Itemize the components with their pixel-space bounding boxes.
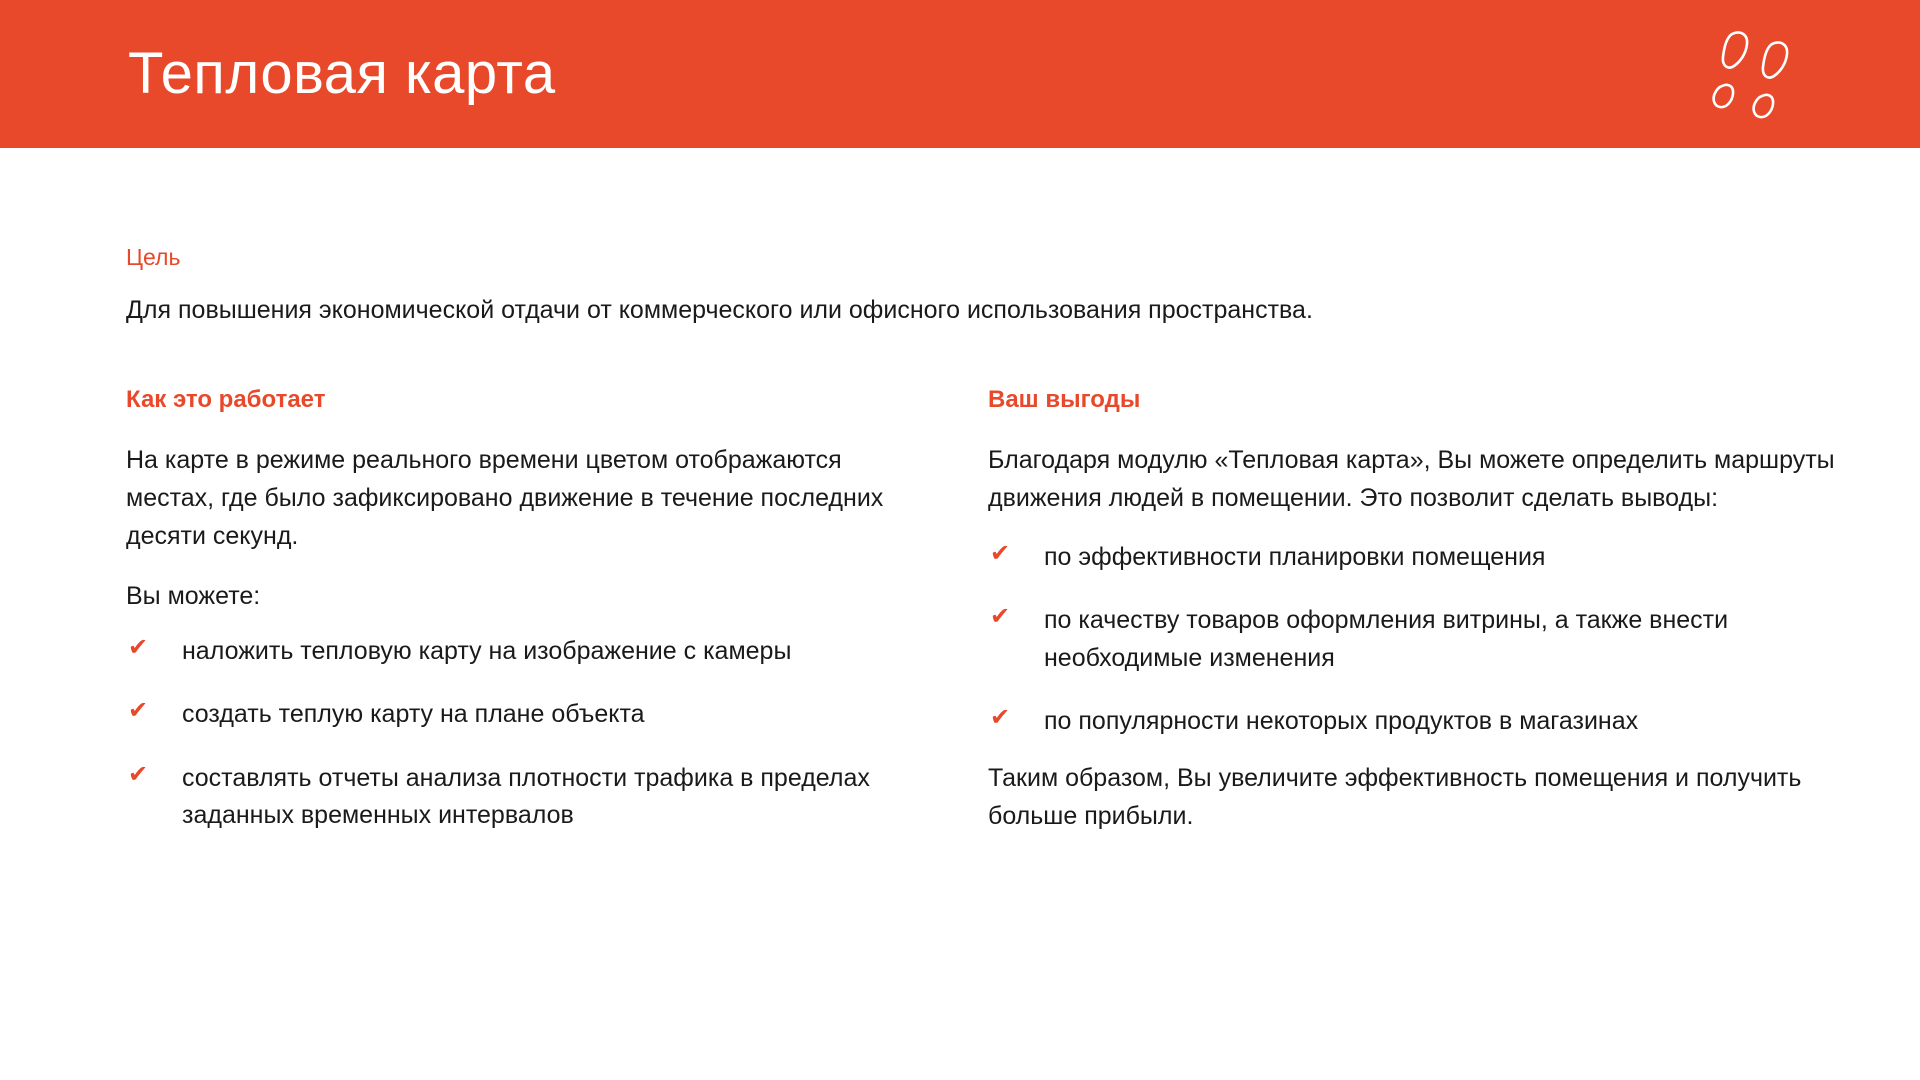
check-icon: ✔ [990,539,1011,567]
column-outro-right: Таким образом, Вы увеличите эффективность помещения и получить больше прибыли. [988,763,1802,830]
page-title: Тепловая карта [128,41,556,106]
goal-block [126,244,1786,327]
goal-label: Цель [126,244,181,270]
check-list-right [988,539,1868,741]
check-icon: ✔ [128,633,149,661]
column-title-left: Как это работает [126,386,326,413]
list-item [126,696,916,734]
column-your-benefits [988,386,1868,857]
footprints-icon [1710,26,1802,122]
list-item-label: по популярности некоторых продуктов в магазинах [1044,707,1639,736]
slide-content [0,148,1920,1080]
list-item [126,760,916,835]
check-icon: ✔ [128,697,149,725]
list-item [988,703,1868,741]
check-icon: ✔ [990,603,1011,631]
column-title-right: Ваш выгоды [988,386,1141,413]
list-item-label: создать теплую карту на плане объекта [182,700,645,729]
goal-text: Для повышения экономической отдачи от коммерческого или офисного использования пространства. [126,295,1313,324]
column-how-it-works [126,386,916,853]
list-item-label: наложить тепловую карту на изображение с камеры [182,636,792,665]
slide-header [0,0,1920,148]
list-item-label: по качеству товаров оформления витрины, а также внести необходимые изменения [1044,606,1729,672]
list-item [126,633,916,671]
column-lead-left: Вы можете: [126,581,261,610]
list-item-label: по эффективности планировки помещения [1044,542,1546,571]
check-list-left [126,633,916,835]
list-item [988,602,1868,677]
column-intro-right: Благодаря модулю «Тепловая карта», Вы можете определить маршруты движения людей в помещении. Это позволит сделать выводы: [988,445,1835,512]
list-item-label: составлять отчеты анализа плотности трафика в пределах заданных временных интервалов [182,763,870,830]
check-icon: ✔ [128,760,149,788]
column-intro-left: На карте в режиме реального времени цветом отображаются местах, где было зафиксировано движение в течение последних десяти секунд. [126,445,884,550]
check-icon: ✔ [990,704,1011,732]
list-item [988,539,1868,577]
